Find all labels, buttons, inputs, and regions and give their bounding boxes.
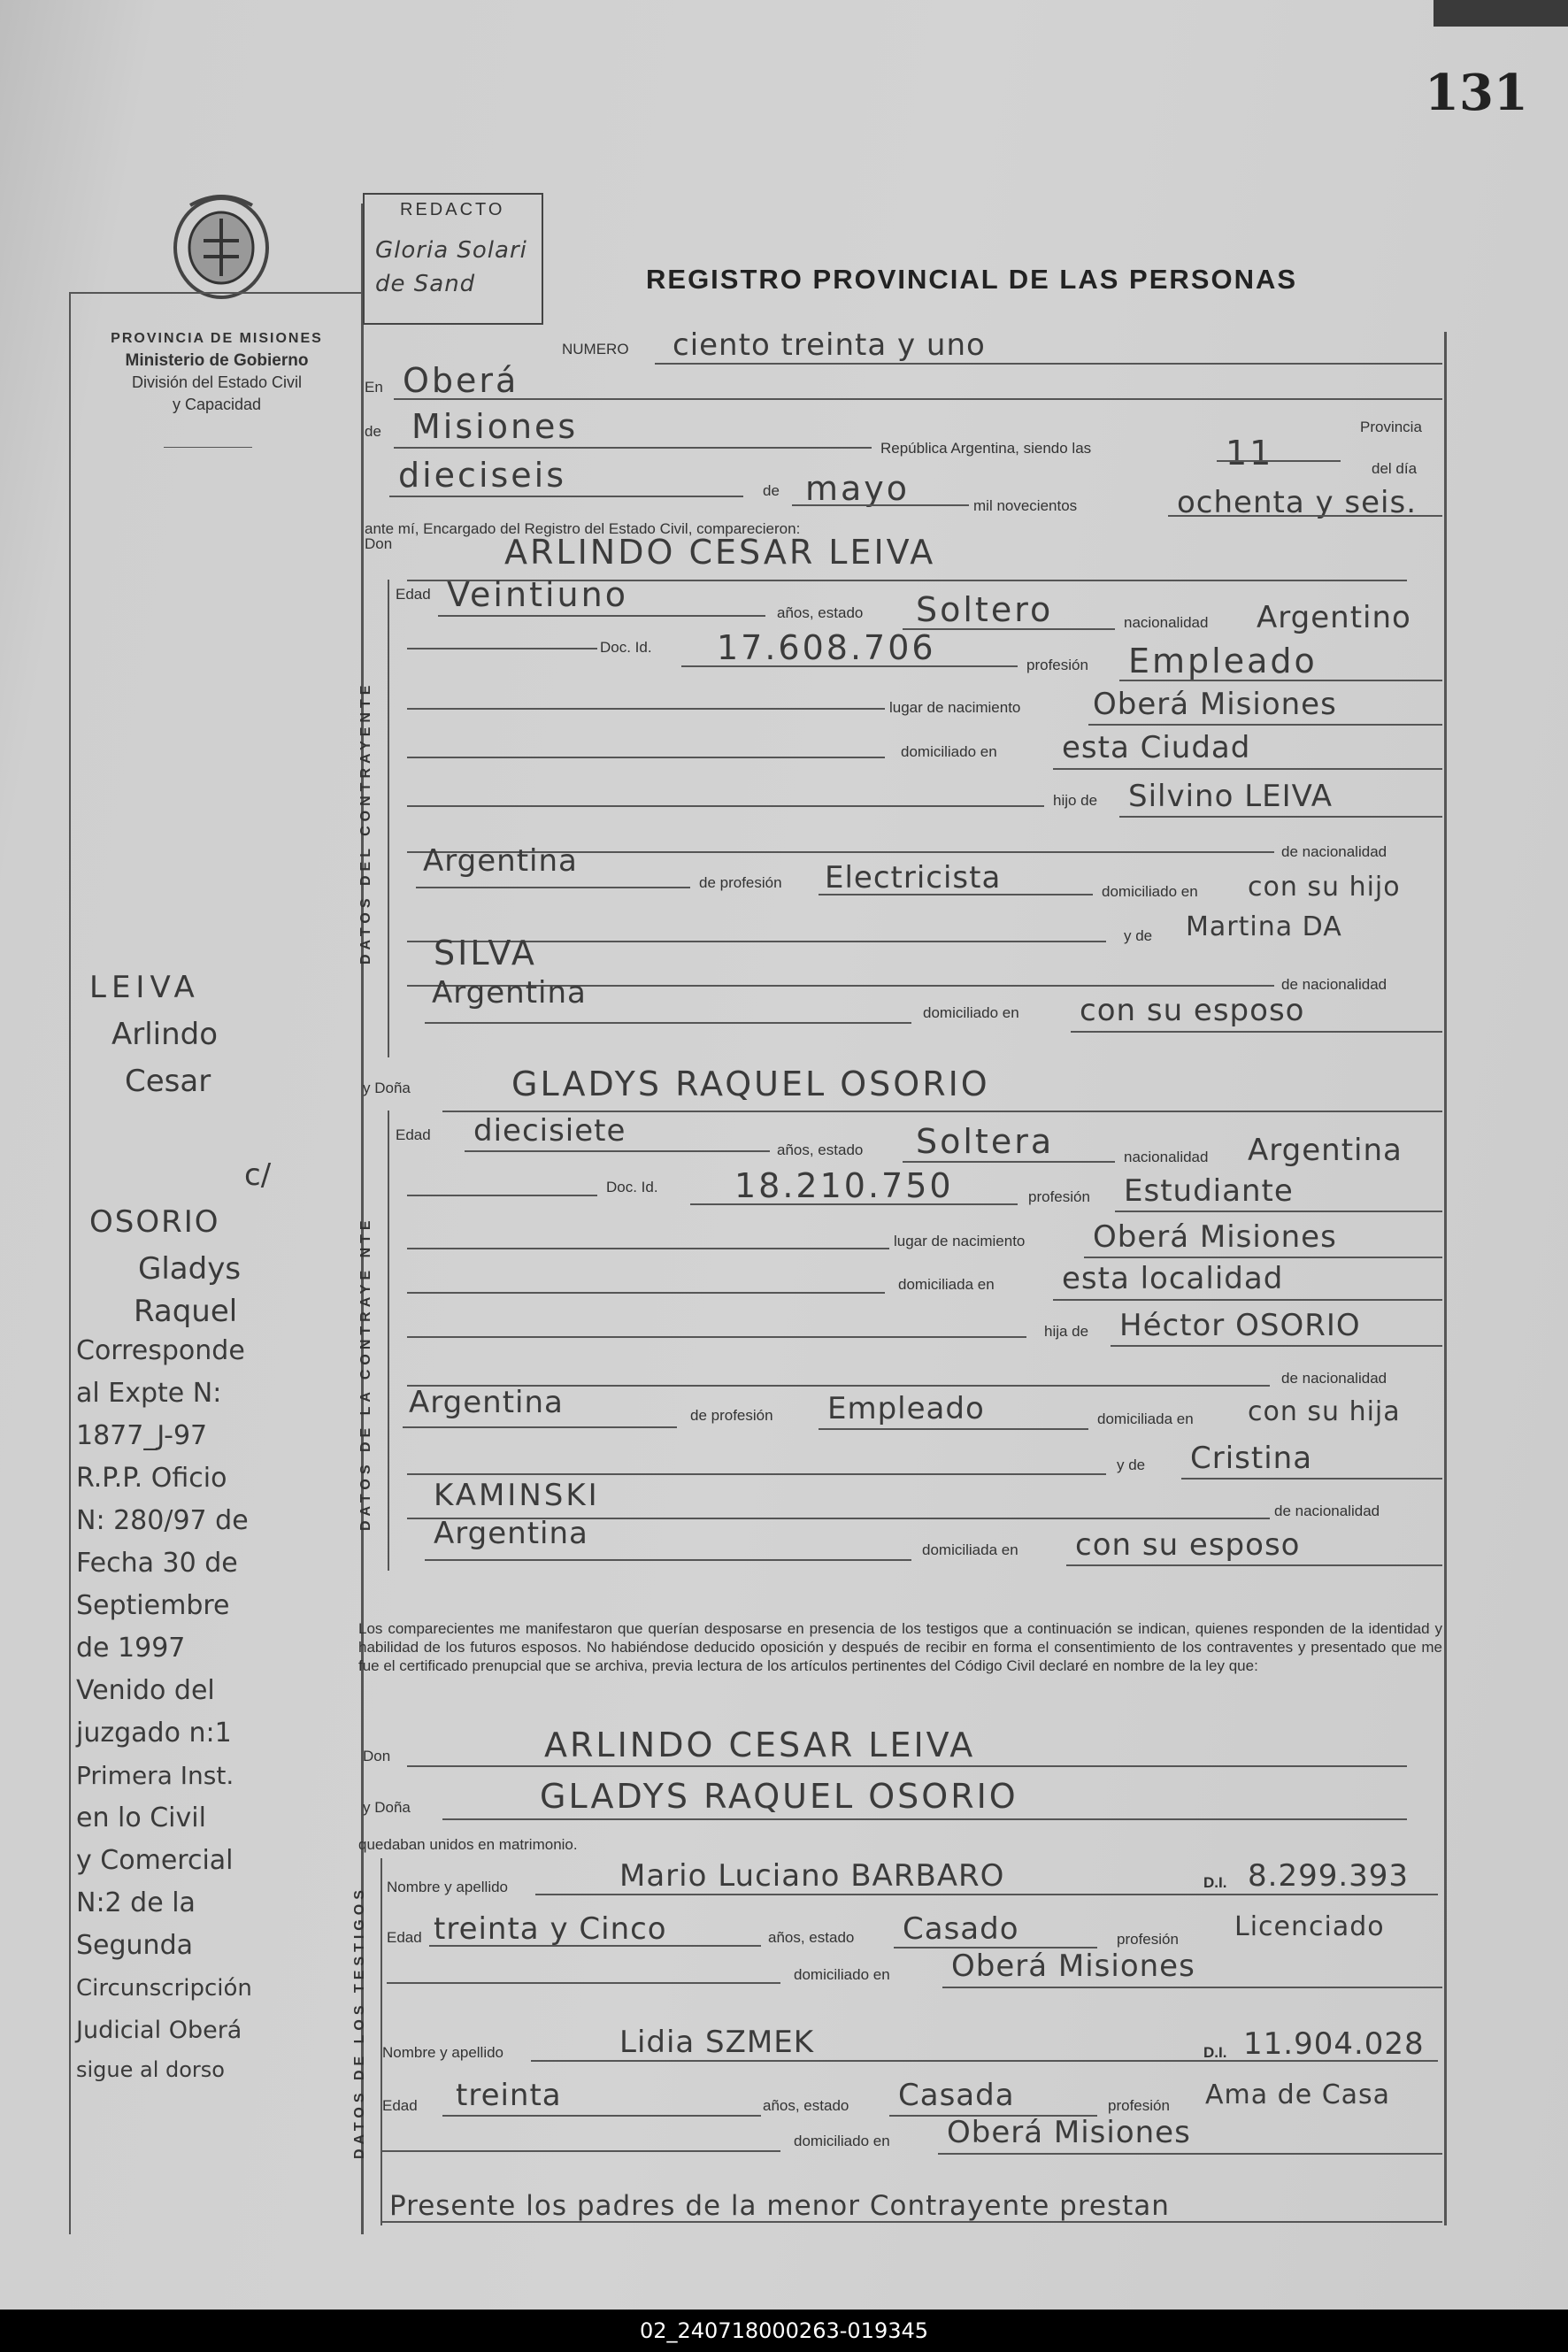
label-don: Don xyxy=(365,535,393,552)
field-line xyxy=(380,2221,1442,2223)
margin-note-line: N: 280/97 de xyxy=(76,1505,249,1536)
label-y-de: y de xyxy=(1124,927,1153,944)
label-doc-id: Doc. Id. xyxy=(606,1179,658,1195)
field-line xyxy=(407,1473,1106,1475)
scan-footer-code: 02_240718000263-019345 xyxy=(0,2310,1568,2352)
bride-nacionalidad: Argentina xyxy=(1248,1133,1403,1168)
field-line xyxy=(1168,515,1442,517)
bride-madre: Cristina xyxy=(1190,1441,1313,1476)
groom-padre-profesion: Electricista xyxy=(825,860,1002,895)
coat-of-arms-emblem xyxy=(164,188,279,303)
field-line xyxy=(819,894,1093,895)
field-line xyxy=(1111,1345,1442,1347)
section-border xyxy=(388,580,389,1057)
label-ante-mi: ante mí, Encargado del Registro del Estado Civil, comparecieron: xyxy=(365,520,801,537)
margin-note-line: juzgado n:1 xyxy=(76,1718,232,1749)
groom-madre-apellido: SILVA xyxy=(434,934,537,972)
field-line xyxy=(535,1894,1438,1895)
consent-paragraph: Los comparecientes me manifestaron que querían desposarse en presencia de los testigos que a continuación se indican, quienes responden de la identidad y habilidad de los futuros esposos. No habiéndose deducido oposición y después de recibir en forma el consentimiento de los contraventes y presentado que me fue el certificado prenupcial que se archiva, previa lectura de los artículos pertinentes del Código Civil declaré en nombre de la ley que: xyxy=(358,1620,1442,1674)
page-number: 131 xyxy=(1425,64,1528,122)
label-nacionalidad: nacionalidad xyxy=(1124,1149,1209,1165)
redacto-stamp xyxy=(363,193,543,325)
field-line xyxy=(531,2060,1438,2062)
margin-note-line: Fecha 30 de xyxy=(76,1548,238,1579)
declaration-dona: GLADYS RAQUEL OSORIO xyxy=(540,1777,1018,1816)
groom-padre: Silvino LEIVA xyxy=(1128,779,1333,814)
bride-padre-domicilio: con su hija xyxy=(1248,1396,1401,1427)
section-border xyxy=(380,1858,382,2225)
section-border xyxy=(388,1111,389,1571)
margin-note-line: de 1997 xyxy=(76,1633,186,1664)
label-domiciliado: domiciliado en xyxy=(1102,883,1198,900)
field-line xyxy=(1053,1299,1442,1301)
label-provincia: Provincia xyxy=(1360,419,1422,435)
margin-note-line: Corresponde xyxy=(76,1335,245,1366)
field-line xyxy=(1181,1478,1442,1480)
witness1-domicilio: Oberá Misiones xyxy=(951,1948,1195,1984)
field-line xyxy=(416,887,690,888)
label-profesion: profesión xyxy=(1026,657,1088,673)
field-line xyxy=(942,1987,1442,1988)
field-line xyxy=(792,504,969,506)
label-de: de xyxy=(365,423,381,440)
org-line: Ministerio de Gobierno xyxy=(125,351,309,370)
field-line xyxy=(387,1982,780,1984)
margin-note-line: Circunscripción xyxy=(76,1975,252,2002)
label-domiciliado: domiciliado en xyxy=(901,743,997,760)
groom-madre-nacionalidad: Argentina xyxy=(432,975,587,1011)
margin-note-line: LEIVA xyxy=(89,970,200,1005)
field-line xyxy=(407,757,885,758)
margin-note-line: en lo Civil xyxy=(76,1802,206,1833)
margin-note-line: Cesar xyxy=(125,1064,211,1099)
label-republica: República Argentina, siendo las xyxy=(880,440,1092,457)
field-ciudad: Oberá xyxy=(403,361,519,400)
label-domiciliado: domiciliado en xyxy=(923,1004,1019,1021)
field-line xyxy=(389,496,743,497)
field-hora: 11 xyxy=(1226,434,1274,473)
margin-note-line: Segunda xyxy=(76,1930,193,1961)
field-line xyxy=(1119,816,1442,818)
margin-note-line: Septiembre xyxy=(76,1590,230,1621)
label-de-nacionalidad: de nacionalidad xyxy=(1281,1370,1387,1387)
groom-doc: 17.608.706 xyxy=(717,628,936,667)
field-line xyxy=(403,1426,677,1428)
label-hijo-de: hijo de xyxy=(1053,792,1098,809)
field-line xyxy=(407,1765,1407,1767)
field-line xyxy=(1217,460,1341,462)
groom-padre-domicilio: con su hijo xyxy=(1248,872,1401,903)
field-line xyxy=(382,2150,780,2152)
field-line xyxy=(407,708,885,710)
field-line xyxy=(407,1336,1026,1338)
label-de-nacionalidad: de nacionalidad xyxy=(1274,1503,1380,1519)
field-line xyxy=(442,1818,1407,1820)
bride-padre-nacionalidad: Argentina xyxy=(409,1385,564,1420)
field-line xyxy=(407,1195,597,1196)
witness1-profesion: Licenciado xyxy=(1234,1911,1385,1942)
margin-note-line: y Comercial xyxy=(76,1845,234,1876)
label-del-dia: del día xyxy=(1372,460,1418,477)
field-line xyxy=(681,665,1018,667)
field-line xyxy=(429,1945,761,1947)
margin-note-line: Venido del xyxy=(76,1675,215,1706)
label-de: de xyxy=(763,482,780,499)
label-domiciliado: domiciliado en xyxy=(794,1966,890,1983)
bride-edad: diecisiete xyxy=(473,1113,626,1149)
label-hija-de: hija de xyxy=(1044,1323,1089,1340)
label-mil: mil novecientos xyxy=(973,497,1078,514)
margin-note-line: sigue al dorso xyxy=(76,2057,225,2082)
field-line xyxy=(407,648,597,649)
field-line xyxy=(394,398,1442,400)
left-border xyxy=(69,292,71,2234)
org-line: PROVINCIA DE MISIONES xyxy=(111,331,323,346)
label-don: Don xyxy=(363,1748,391,1764)
org-block xyxy=(84,327,350,416)
witness2-edad: treinta xyxy=(456,2078,562,2113)
field-line xyxy=(690,1203,1018,1205)
margin-note-line xyxy=(76,1105,350,1152)
label-edad: Edad xyxy=(396,586,431,603)
field-line xyxy=(442,1111,1442,1112)
field-line xyxy=(442,2115,761,2117)
groom-nacionalidad: Argentino xyxy=(1257,600,1411,635)
field-line xyxy=(903,1161,1115,1163)
field-line xyxy=(394,447,872,449)
witness2-nombre: Lidia SZMEK xyxy=(619,2025,815,2060)
stamp-signature: Gloria Solari de Sand xyxy=(375,237,527,297)
label-anos-estado: años, estado xyxy=(763,2097,849,2114)
document-title: REGISTRO PROVINCIAL DE LAS PERSONAS xyxy=(646,264,1298,295)
bride-madre-domicilio: con su esposo xyxy=(1075,1527,1301,1563)
label-de-profesion: de profesión xyxy=(699,874,782,891)
groom-lugar-nacimiento: Oberá Misiones xyxy=(1093,687,1337,722)
field-line xyxy=(1088,724,1442,726)
vertical-label-contrayente-f: DATOS DE LA CONTRAYE NTE xyxy=(358,1216,373,1531)
margin-note-line: 1877_J-97 xyxy=(76,1420,208,1451)
field-line xyxy=(655,363,1442,365)
bride-estado: Soltera xyxy=(916,1122,1055,1161)
label-de-profesion: de profesión xyxy=(690,1407,773,1424)
label-nombre-apellido: Nombre y apellido xyxy=(382,2044,504,2061)
groom-domicilio: esta Ciudad xyxy=(1062,730,1251,765)
top-border xyxy=(69,292,361,294)
declaration-don: ARLINDO CESAR LEIVA xyxy=(544,1726,976,1764)
bride-doc: 18.210.750 xyxy=(734,1166,954,1205)
witness2-estado: Casada xyxy=(898,2078,1015,2113)
label-numero: NUMERO xyxy=(562,341,629,357)
label-di: D.I. xyxy=(1203,2044,1227,2061)
bride-padre-profesion: Empleado xyxy=(827,1391,985,1426)
field-line xyxy=(819,1428,1088,1430)
groom-madre-domicilio: con su esposo xyxy=(1080,993,1305,1028)
label-y-dona: y Doña xyxy=(363,1080,411,1096)
groom-name: ARLINDO CESAR LEIVA xyxy=(504,533,936,572)
margin-note-line: Primera Inst. xyxy=(76,1761,234,1790)
label-profesion: profesión xyxy=(1117,1931,1179,1948)
label-domiciliada: domiciliada en xyxy=(898,1276,995,1293)
bride-domicilio: esta localidad xyxy=(1062,1261,1284,1296)
groom-estado: Soltero xyxy=(916,590,1054,629)
margin-note-line: c/ xyxy=(244,1157,272,1193)
field-mes: mayo xyxy=(805,469,911,508)
vertical-label-testigos: DATOS DE LOS TESTIGOS xyxy=(352,1886,367,2159)
field-line xyxy=(465,1150,770,1152)
label-y-dona: y Doña xyxy=(363,1799,411,1816)
field-line xyxy=(938,2153,1442,2155)
label-anos-estado: años, estado xyxy=(768,1929,855,1946)
label-nacionalidad: nacionalidad xyxy=(1124,614,1209,631)
margin-note-line: Judicial Oberá xyxy=(76,2017,242,2044)
vertical-label-contrayente: DATOS DEL CONTRAYENTE xyxy=(358,680,373,965)
margin-note-line: OSORIO xyxy=(89,1204,220,1240)
label-quedaban: quedaban unidos en matrimonio. xyxy=(358,1836,578,1853)
field-line xyxy=(407,805,1044,807)
field-provincia: Misiones xyxy=(411,407,579,446)
margin-note-line: N:2 de la xyxy=(76,1887,196,1918)
stamp-label: REDACTO xyxy=(400,200,505,219)
bride-madre-apellido: KAMINSKI xyxy=(434,1478,600,1513)
org-line: y Capacidad xyxy=(172,396,262,413)
margin-note xyxy=(76,965,350,2087)
witness2-di: 11.904.028 xyxy=(1243,2026,1425,2062)
label-anos-estado: años, estado xyxy=(777,1141,864,1158)
witness1-nombre: Mario Luciano BARBARO xyxy=(619,1858,1005,1894)
field-line xyxy=(1053,768,1442,770)
margin-note-line: Raquel xyxy=(134,1294,238,1329)
label-domiciliada: domiciliada en xyxy=(1097,1410,1194,1427)
field-dia: dieciseis xyxy=(398,456,567,495)
bride-lugar-nacimiento: Oberá Misiones xyxy=(1093,1219,1337,1255)
page-edge-shadow xyxy=(1433,0,1568,27)
groom-padre-nacionalidad: Argentina xyxy=(423,843,578,879)
field-line xyxy=(1115,1211,1442,1212)
field-line xyxy=(407,1248,889,1249)
bride-padre: Héctor OSORIO xyxy=(1119,1308,1361,1343)
divider xyxy=(164,447,252,448)
field-anio: ochenta y seis. xyxy=(1177,485,1418,520)
field-line xyxy=(425,1022,911,1024)
margin-note-line: Gladys xyxy=(138,1251,242,1287)
label-de-nacionalidad: de nacionalidad xyxy=(1281,843,1387,860)
field-line xyxy=(438,615,765,617)
org-line: División del Estado Civil xyxy=(131,373,303,391)
label-en: En xyxy=(365,379,383,396)
label-profesion: profesión xyxy=(1108,2097,1170,2114)
label-profesion: profesión xyxy=(1028,1188,1090,1205)
label-y-de: y de xyxy=(1117,1457,1146,1473)
field-line xyxy=(425,1559,911,1561)
label-domiciliado: domiciliado en xyxy=(794,2133,890,2149)
label-di: D.I. xyxy=(1203,1874,1227,1891)
witness1-di: 8.299.393 xyxy=(1248,1858,1410,1894)
bottom-line-note: Presente los padres de la menor Contrayente prestan xyxy=(389,2190,1170,2222)
margin-note-line: Arlindo xyxy=(111,1017,219,1052)
field-line xyxy=(1119,680,1442,681)
field-line xyxy=(1084,1257,1442,1258)
groom-profesion: Empleado xyxy=(1128,642,1318,680)
label-edad: Edad xyxy=(396,1126,431,1143)
label-anos-estado: años, estado xyxy=(777,604,864,621)
field-line xyxy=(1066,1564,1442,1566)
label-de-nacionalidad: de nacionalidad xyxy=(1281,976,1387,993)
label-domiciliada: domiciliada en xyxy=(922,1541,1018,1558)
margin-note-line: al Expte N: xyxy=(76,1378,222,1409)
label-nombre-apellido: Nombre y apellido xyxy=(387,1879,509,1895)
bride-profesion: Estudiante xyxy=(1124,1173,1294,1209)
witness1-estado: Casado xyxy=(903,1911,1019,1947)
label-doc-id: Doc. Id. xyxy=(600,639,652,656)
label-lugar-nacimiento: lugar de nacimiento xyxy=(889,699,1021,716)
witness2-domicilio: Oberá Misiones xyxy=(947,2115,1191,2150)
field-line xyxy=(1071,1031,1442,1033)
witness2-profesion: Ama de Casa xyxy=(1205,2079,1391,2110)
witness1-edad: treinta y Cinco xyxy=(434,1911,667,1947)
groom-edad: Veintiuno xyxy=(447,575,628,614)
bride-madre-nacionalidad: Argentina xyxy=(434,1516,588,1551)
label-edad: Edad xyxy=(387,1929,422,1946)
label-lugar-nacimiento: lugar de nacimiento xyxy=(894,1233,1026,1249)
bride-name: GLADYS RAQUEL OSORIO xyxy=(511,1065,990,1103)
groom-madre: Martina DA xyxy=(1186,911,1342,942)
field-numero: ciento treinta y uno xyxy=(673,327,986,363)
margin-note-line: R.P.P. Oficio xyxy=(76,1463,227,1494)
label-edad: Edad xyxy=(382,2097,418,2114)
field-line xyxy=(407,1292,885,1294)
form-right-border xyxy=(1444,332,1447,2225)
